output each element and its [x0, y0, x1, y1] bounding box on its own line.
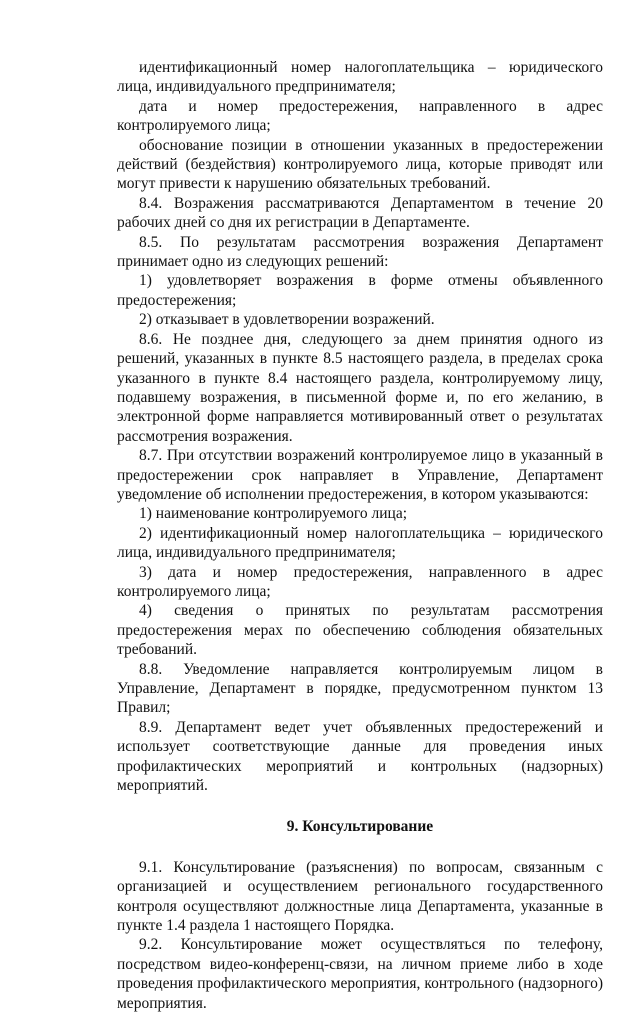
paragraph: идентификационный номер налогоплательщика – юридического лица, индивидуального предпринимателя; [117, 59, 603, 96]
paragraph: 8.7. При отсутствии возражений контролируемое лицо в указанный в предостережении срок направляет в Управление, Департамент уведомление об исполнении предостережения, в котором указываются: [117, 447, 603, 503]
document-body [117, 58, 603, 1013]
paragraph: 9.1. Консультирование (разъяснения) по вопросам, связанным с организацией и осуществлением регионального государственного контроля осуществляют должностные лица Департамента, указанные в пункте 1.4 раздела 1 настоящего Порядка. [117, 858, 603, 935]
paragraph: 2) отказывает в удовлетворении возражений. [139, 311, 435, 329]
paragraph: 4) сведения о принятых по результатам рассмотрения предостережения мерах по обеспечению соблюдения обязательных требований. [117, 602, 603, 659]
paragraph: дата и номер предостережения, направленного в адрес контролируемого лица; [117, 97, 603, 135]
paragraph: обоснование позиции в отношении указанных в предостережении действий (бездействия) контролируемого лица, которые приводят или могут привести к нарушению обязательных требований. [117, 136, 603, 193]
paragraph: 8.6. Не позднее дня, следующего за днем принятия одного из решений, указанных в пункте 8.5 настоящего раздела, в пределах срока указанного в пункте 8.4 настоящего раздела, контролируемому лицу, подавшему возражения, в письменной форме и, по его желанию, в электронной форме направляется мотивированный ответ о результатах рассмотрения возражения. [117, 330, 603, 445]
paragraph: 8.5. По результатам рассмотрения возражения Департамент принимает одно из следующих решений: [117, 233, 603, 271]
paragraph: 3) дата и номер предостережения, направленного в адрес контролируемого лица; [117, 563, 603, 600]
paragraph: 2) идентификационный номер налогоплательщика – юридического лица, индивидуального предпринимателя; [117, 524, 603, 562]
paragraph: 9.2. Консультирование может осуществляться по телефону, посредством видео-конференц-связи, на личном приеме либо в ходе проведения профилактического мероприятия, контрольного (надзорного) мероприятия. [117, 936, 603, 1012]
paragraph: 8.8. Уведомление направляется контролируемым лицом в Управление, Департамент в порядке, предусмотренном пунктом 13 Правил; [117, 660, 603, 717]
paragraph: 8.9. Департамент ведет учет объявленных предостережений и использует соответствующие данные для проведения иных профилактических мероприятий и контрольных (надзорных) мероприятий. [117, 718, 603, 795]
paragraph: 1) удовлетворяет возражения в форме отмены объявленного предостережения; [117, 272, 603, 309]
paragraph: 8.4. Возражения рассматриваются Департаментом в течение 20 рабочих дней со дня их регистрации в Департаменте. [117, 194, 603, 232]
paragraph: 1) наименование контролируемого лица; [139, 505, 408, 523]
section-heading: 9. Консультирование [286, 818, 434, 836]
